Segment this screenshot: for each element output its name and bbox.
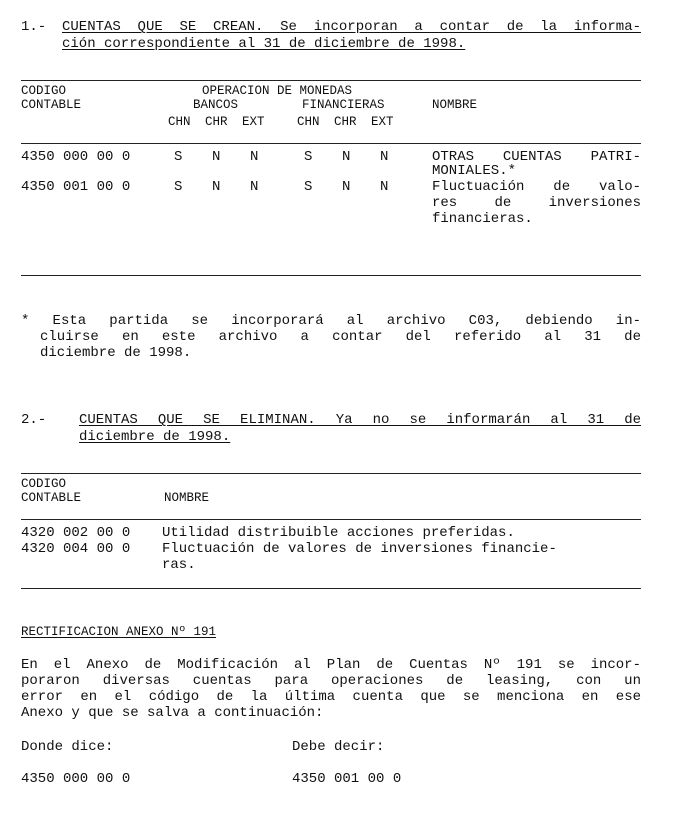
- table-1-header-code-line2: CONTABLE: [21, 98, 82, 112]
- section-1-number: 1.-: [21, 19, 47, 35]
- note-line2: cluirse en este archivo a contar del referido al 31 de: [40, 329, 641, 345]
- table-2-bottom-rule: [21, 588, 641, 589]
- table-1-header-rule: [21, 143, 641, 144]
- table-1-subheader-fin-ext: EXT: [371, 115, 394, 129]
- table-1-row-2-name-line2: res de inversiones: [432, 195, 641, 211]
- table-1-row-1-code: 4350 000 00 0: [21, 149, 131, 165]
- rectification-para-line1: En el Anexo de Modificación al Plan de Cuentas Nº 191 se incor-: [21, 657, 641, 673]
- table-1-row-1-fin-chr: N: [342, 149, 351, 165]
- section-2-heading-line1: CUENTAS QUE SE ELIMINAN. Ya no se informarán al 31 de: [79, 412, 641, 428]
- rectification-para-line2: poraron diversas cuentas para operaciones de leasing, con un: [21, 673, 641, 689]
- table-2-row-2-name-line2: ras.: [162, 557, 196, 573]
- table-2-header-code-line1: CODIGO: [21, 477, 67, 491]
- table-1-row-1-fin-chn: S: [304, 149, 313, 165]
- table-1-row-2-code: 4350 001 00 0: [21, 179, 131, 195]
- table-1-row-2-fin-chr: N: [342, 179, 351, 195]
- table-1-header-name: NOMBRE: [432, 98, 478, 112]
- section-2-number: 2.-: [21, 412, 47, 428]
- table-1-row-1-fin-ext: N: [380, 149, 389, 165]
- table-1-row-2-banks-chr: N: [212, 179, 221, 195]
- rectification-para-line4: Anexo y que se salva a continuación:: [21, 705, 324, 721]
- table-1-row-2-banks-chn: S: [174, 179, 183, 195]
- table-1-subheader-fin-chr: CHR: [334, 115, 357, 129]
- table-2-row-1-name: Utilidad distribuible acciones preferidas.: [162, 525, 515, 541]
- table-1-subheader-fin-chn: CHN: [297, 115, 320, 129]
- should-say-value: 4350 001 00 0: [292, 771, 402, 787]
- table-1-header-operation: OPERACION DE MONEDAS: [202, 84, 353, 98]
- table-1-subheader-banks-ext: EXT: [242, 115, 265, 129]
- table-1-row-1-name-line1: OTRAS CUENTAS PATRI-: [432, 149, 641, 165]
- note-line3: diciembre de 1998.: [40, 345, 192, 361]
- table-1-subheader-banks-chn: CHN: [168, 115, 191, 129]
- table-1-row-2-banks-ext: N: [250, 179, 259, 195]
- table-1-row-2-fin-ext: N: [380, 179, 389, 195]
- table-1-row-1-banks-ext: N: [250, 149, 259, 165]
- table-2-header-name: NOMBRE: [164, 491, 210, 505]
- table-1-row-2-name-line3: financieras.: [432, 211, 533, 227]
- table-2-header-rule: [21, 519, 641, 520]
- table-2-row-1-code: 4320 002 00 0: [21, 525, 131, 541]
- section-1-heading-line2: ción correspondiente al 31 de diciembre de 1998.: [62, 36, 466, 52]
- table-1-row-2-name-line1: Fluctuación de valo-: [432, 179, 641, 195]
- table-1-subheader-banks-chr: CHR: [205, 115, 228, 129]
- table-1-row-1-banks-chn: S: [174, 149, 183, 165]
- table-1-bottom-rule: [21, 275, 641, 276]
- table-1-header-financial: FINANCIERAS: [302, 98, 385, 112]
- rectification-para-line3: error en el código de la última cuenta que se menciona en ese: [21, 689, 641, 705]
- note-line1: * Esta partida se incorporará al archivo C03, debiendo in-: [21, 313, 641, 329]
- section-2-heading-line2: diciembre de 1998.: [79, 429, 231, 445]
- should-say-label: Debe decir:: [292, 739, 385, 755]
- says-label: Donde dice:: [21, 739, 114, 755]
- table-1-header-code-line1: CODIGO: [21, 84, 67, 98]
- table-1-row-2-fin-chn: S: [304, 179, 313, 195]
- table-2-header-code-line2: CONTABLE: [21, 491, 82, 505]
- table-1-row-1-name-line2: MONIALES.*: [432, 163, 517, 179]
- says-value: 4350 000 00 0: [21, 771, 131, 787]
- table-2-top-rule: [21, 473, 641, 474]
- table-2-row-2-name-line1: Fluctuación de valores de inversiones financie-: [162, 541, 557, 557]
- table-1-row-1-banks-chr: N: [212, 149, 221, 165]
- table-1-header-banks: BANCOS: [193, 98, 239, 112]
- section-1-heading-line1: CUENTAS QUE SE CREAN. Se incorporan a contar de la informa-: [62, 19, 641, 35]
- rectification-title: RECTIFICACION ANEXO Nº 191: [21, 625, 217, 639]
- table-2-row-2-code: 4320 004 00 0: [21, 541, 131, 557]
- table-1-top-rule: [21, 80, 641, 81]
